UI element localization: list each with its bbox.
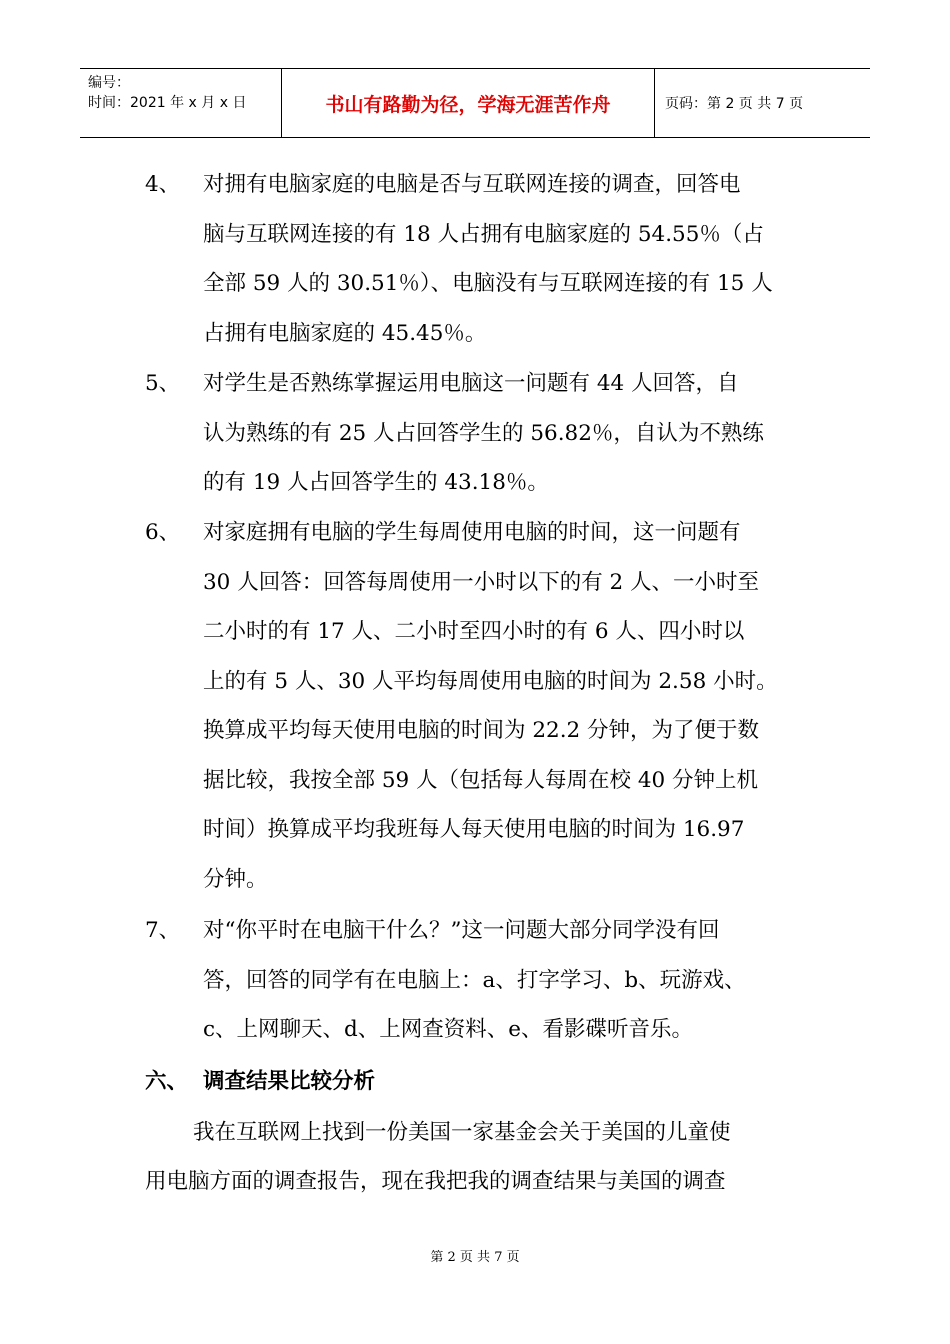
text-line: 对家庭拥有电脑的学生每周使用电脑的时间，这一问题有 — [203, 520, 741, 545]
text-line: 的有 19 人占回答学生的 43.18％。 — [203, 470, 549, 495]
text-line: 对学生是否熟练掌握运用电脑这一问题有 44 人回答，自 — [203, 371, 739, 396]
text-line: 据比较，我按全部 59 人（包括每人每周在校 40 分钟上机 — [203, 767, 759, 793]
text-line: 时间）换算成平均我班每人每天使用电脑的时间为 16.97 — [203, 817, 745, 842]
text-line: 分钟。 — [203, 866, 268, 892]
text-line: 30 人回答：回答每周使用一小时以下的有 2 人、一小时至 — [203, 569, 760, 595]
text-line: 对拥有电脑家庭的电脑是否与互联网连接的调查，回答电 — [203, 172, 741, 197]
page-footer: 第 2 页 共 7 页 — [430, 1250, 520, 1265]
text-line: 二小时的有 17 人、二小时至四小时的有 6 人、四小时以 — [203, 619, 745, 644]
paragraph-line: 用电脑方面的调查报告，现在我把我的调查结果与美国的调查 — [145, 1169, 726, 1194]
header-meta — [80, 69, 282, 137]
list-item-number: 4、 — [145, 172, 181, 197]
text-line: c、上网聊天、d、上网查资料、e、看影碟听音乐。 — [203, 1017, 694, 1042]
doc-date-label: 时间：2021 年 x 月 x 日 — [88, 95, 247, 111]
text-line: 认为熟练的有 25 人占回答学生的 56.82％，自认为不熟练 — [203, 420, 764, 446]
text-line: 答，回答的同学有在电脑上：a、打字学习、b、玩游戏、 — [203, 967, 746, 993]
header-motto: 书山有路勤为径，学海无涯苦作舟 — [282, 69, 655, 137]
header-page-info: 页码：第 2 页 共 7 页 — [665, 96, 804, 112]
text-line: 脑与互联网连接的有 18 人占拥有电脑家庭的 54.55％（占 — [203, 221, 764, 247]
section-title: 调查结果比较分析 — [203, 1069, 376, 1094]
section-heading — [145, 1062, 375, 1102]
list-item-number: 7、 — [145, 918, 181, 943]
list-item-number: 6、 — [145, 520, 181, 545]
list-item-number: 5、 — [145, 371, 181, 396]
text-line: 换算成平均每天使用电脑的时间为 22.2 分钟，为了便于数 — [203, 718, 760, 743]
section-number: 六、 — [145, 1069, 189, 1094]
page-header — [80, 68, 870, 138]
text-line: 对“你平时在电脑干什么？”这一问题大部分同学没有回 — [203, 918, 720, 943]
text-line: 上的有 5 人、30 人平均每周使用电脑的时间为 2.58 小时。 — [203, 668, 778, 694]
text-line: 占拥有电脑家庭的 45.45％。 — [203, 320, 487, 346]
paragraph-line: 我在互联网上找到一份美国一家基金会关于美国的儿童使 — [193, 1120, 731, 1145]
text-line: 全部 59 人的 30.51％）、电脑没有与互联网连接的有 15 人 — [203, 271, 773, 296]
doc-code-label: 编号： — [88, 75, 130, 91]
